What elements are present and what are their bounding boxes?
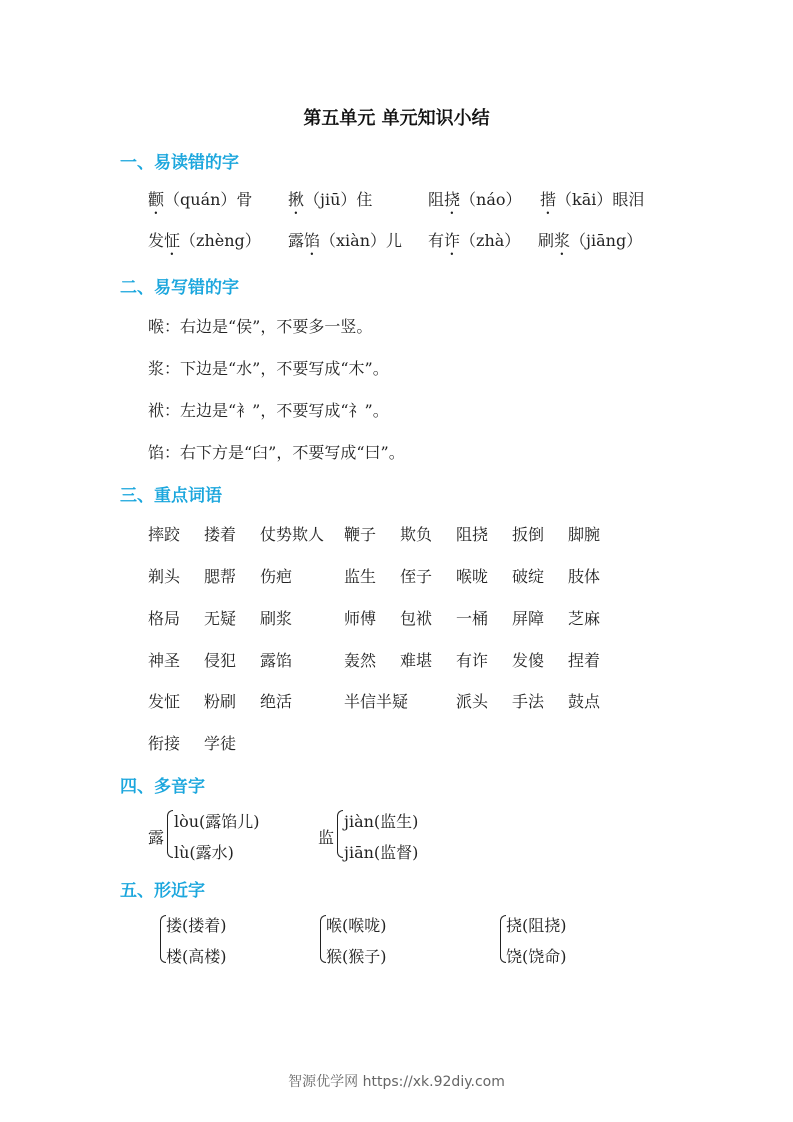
similar-char-item: 喉(喉咙): [326, 916, 387, 935]
similar-char-item: 挠(阻挠): [506, 916, 567, 935]
key-word: 鞭子: [344, 525, 377, 544]
key-word: 剃头: [148, 567, 181, 586]
key-word: 包袱: [400, 609, 433, 628]
section-heading-key-words: 三、重点词语: [120, 486, 222, 506]
key-word: 一桶: [456, 609, 489, 628]
key-word: 格局: [148, 609, 181, 628]
key-word: 侵犯: [204, 651, 237, 670]
section-heading-miswritten: 二、易写错的字: [120, 278, 239, 298]
reading-item: 刷浆（jiāng）: [538, 231, 643, 250]
polyphone-reading: lòu(露馅儿): [174, 812, 260, 831]
key-word: 肢体: [568, 567, 601, 586]
reading-item: 发怔（zhèng）: [148, 231, 261, 250]
key-word: 学徒: [204, 734, 237, 753]
writing-note: 喉：右边是“侯”，不要多一竖。: [148, 317, 373, 336]
key-word: 刷浆: [260, 609, 293, 628]
section-heading-similar-chars: 五、形近字: [120, 881, 205, 901]
key-word: 鼓点: [568, 692, 601, 711]
key-word: 摔跤: [148, 525, 181, 544]
key-word: 破绽: [512, 567, 545, 586]
similar-char-item: 饶(饶命): [506, 947, 567, 966]
key-word: 搂着: [204, 525, 237, 544]
key-word: 衔接: [148, 734, 181, 753]
key-word: 难堪: [400, 651, 433, 670]
writing-note: 袱：左边是“衤”，不要写成“礻”。: [148, 401, 389, 420]
reading-item: 露馅（xiàn）儿: [288, 231, 403, 250]
left-brace: [337, 810, 343, 858]
reading-item: 有诈（zhà）: [428, 231, 521, 250]
key-word: 腮帮: [204, 567, 237, 586]
key-word: 仗势欺人: [260, 525, 325, 544]
polyphone-reading: jiàn(监生): [344, 812, 419, 831]
key-word: 轰然: [344, 651, 377, 670]
key-word: 有诈: [456, 651, 489, 670]
key-word: 绝活: [260, 692, 293, 711]
key-word: 扳倒: [512, 525, 545, 544]
section-heading-misread: 一、易读错的字: [120, 153, 239, 173]
key-word: 半信半疑: [344, 692, 409, 711]
reading-item: 揩（kāi）眼泪: [540, 190, 645, 209]
key-word: 脚腕: [568, 525, 601, 544]
polyphone-char: 监: [318, 828, 335, 847]
left-brace: [167, 810, 173, 858]
similar-char-item: 猴(猴子): [326, 947, 387, 966]
key-word: 师傅: [344, 609, 377, 628]
page-title: 第五单元 单元知识小结: [303, 108, 490, 129]
key-word: 手法: [512, 692, 545, 711]
key-word: 无疑: [204, 609, 237, 628]
similar-char-item: 搂(搂着): [166, 916, 227, 935]
key-word: 发怔: [148, 692, 181, 711]
reading-item: 颧（quán）骨: [148, 190, 253, 209]
writing-note: 浆：下边是“水”，不要写成“木”。: [148, 359, 389, 378]
key-word: 露馅: [260, 651, 293, 670]
polyphone-reading: jiān(监督): [344, 843, 419, 862]
reading-item: 阻挠（náo）: [428, 190, 522, 209]
footer-source: 智源优学网 https://xk.92diy.com: [288, 1074, 505, 1090]
key-word: 粉刷: [204, 692, 237, 711]
key-word: 屏障: [512, 609, 545, 628]
key-word: 伤疤: [260, 567, 293, 586]
key-word: 侄子: [400, 567, 433, 586]
key-word: 芝麻: [568, 609, 601, 628]
polyphone-char: 露: [148, 828, 165, 847]
writing-note: 馅：右下方是“臼”，不要写成“曰”。: [148, 443, 405, 462]
key-word: 阻挠: [456, 525, 489, 544]
similar-char-item: 楼(高楼): [166, 947, 227, 966]
key-word: 捏着: [568, 651, 601, 670]
key-word: 发傻: [512, 651, 545, 670]
key-word: 派头: [456, 692, 489, 711]
polyphone-reading: lù(露水): [174, 843, 234, 862]
section-heading-polyphones: 四、多音字: [120, 777, 205, 797]
key-word: 监生: [344, 567, 377, 586]
key-word: 神圣: [148, 651, 181, 670]
key-word: 欺负: [400, 525, 433, 544]
key-word: 喉咙: [456, 567, 489, 586]
reading-item: 揪（jiū）住: [288, 190, 373, 209]
